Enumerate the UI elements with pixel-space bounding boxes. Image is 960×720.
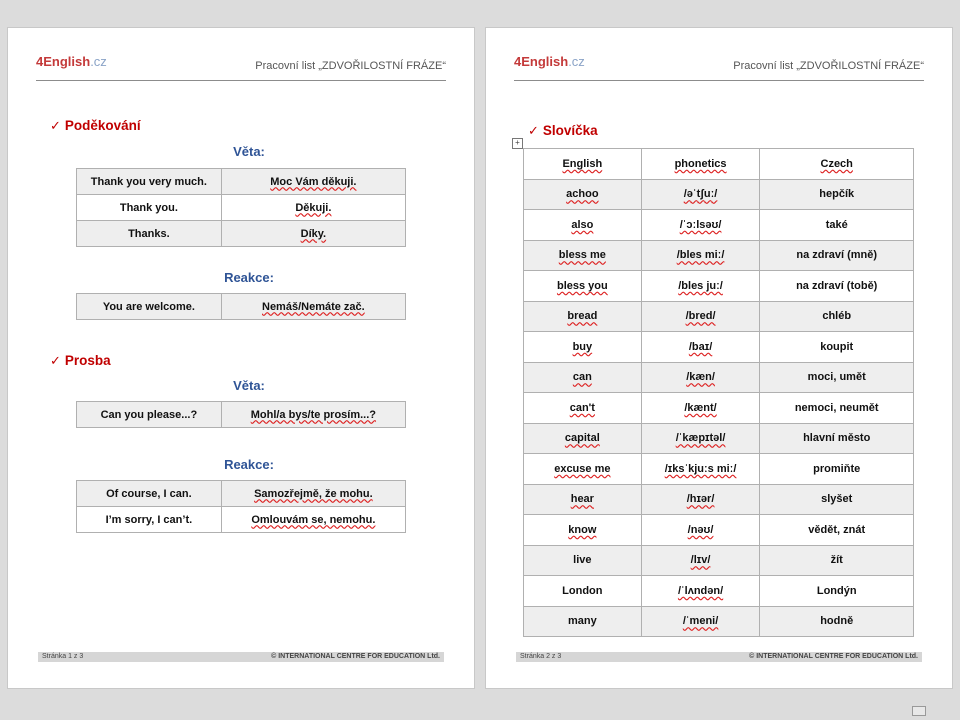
cell-text: /bles miː/ (676, 249, 725, 262)
czech-cell (221, 481, 405, 507)
czech-translation-cell (760, 332, 914, 363)
cell-text: can't (569, 401, 595, 414)
cell-text: many (567, 615, 597, 628)
cell-text: can (572, 371, 592, 384)
table-row (524, 210, 914, 241)
header-text: phonetics (674, 157, 727, 170)
column-header (524, 149, 642, 180)
table-row (77, 481, 406, 507)
phonetics-cell (641, 454, 760, 485)
english-word-cell (524, 362, 642, 393)
cell-text: slyšet (821, 493, 853, 506)
table-row (77, 507, 406, 533)
table-row (524, 606, 914, 637)
table-row (524, 545, 914, 576)
phonetics-cell (641, 362, 760, 393)
cell-text: hodně (820, 615, 854, 628)
cell-text: /lɪv/ (690, 554, 711, 567)
section-title-slovicka: ✓ Slovíčka (528, 123, 598, 138)
cell-text: /nəʊ/ (687, 523, 714, 536)
cell-text: bless you (556, 279, 608, 292)
page-header (514, 50, 924, 81)
veta-label: Věta: (233, 378, 265, 393)
english-word-cell (524, 393, 642, 424)
table-row (524, 271, 914, 302)
cell-text: /ɪksˈkjuːs miː/ (664, 462, 737, 475)
document-page-2 (486, 28, 952, 688)
phonetics-cell (641, 210, 760, 241)
section-title-prosba: ✓ Prosba (50, 353, 111, 368)
cell-text: /ˈkæpɪtəl/ (675, 432, 726, 445)
czech-translation-cell (760, 240, 914, 271)
table-row (77, 169, 406, 195)
page-number: Stránka 2 z 3 (520, 653, 562, 660)
cell-text: hear (570, 493, 594, 506)
cell-text: /baɪ/ (688, 340, 713, 353)
phonetics-cell (641, 423, 760, 454)
english-word-cell (524, 515, 642, 546)
cell-text: Omlouvám se, nemohu. (251, 513, 376, 526)
cell-text: koupit (820, 340, 854, 353)
checkmark-icon: ✓ (528, 123, 539, 138)
table-row (77, 294, 406, 320)
english-cell (77, 169, 222, 195)
cell-text: také (825, 218, 848, 231)
phonetics-cell (641, 484, 760, 515)
view-mode-icon[interactable] (912, 706, 926, 716)
column-header (760, 149, 914, 180)
page-number: Stránka 1 z 3 (42, 653, 84, 660)
thanks-response-table (76, 293, 406, 320)
czech-translation-cell (760, 423, 914, 454)
cell-text: /kæn/ (686, 371, 715, 384)
table-row (77, 195, 406, 221)
english-word-cell (524, 423, 642, 454)
table-row (524, 393, 914, 424)
cell-text: know (568, 523, 597, 536)
czech-translation-cell (760, 210, 914, 241)
cell-text: /kænt/ (684, 401, 717, 414)
phonetics-cell (641, 240, 760, 271)
logo: 4English.cz (514, 54, 585, 69)
english-word-cell (524, 606, 642, 637)
cell-text: excuse me (554, 462, 611, 475)
czech-cell (221, 507, 405, 533)
czech-translation-cell (760, 271, 914, 302)
table-row (524, 576, 914, 607)
czech-translation-cell (760, 179, 914, 210)
table-move-handle-icon[interactable]: + (512, 138, 523, 149)
cell-text: Díky. (300, 227, 327, 240)
english-word-cell (524, 210, 642, 241)
table-row (524, 423, 914, 454)
english-word-cell (524, 301, 642, 332)
cell-text: hlavní město (803, 432, 871, 445)
page-footer (516, 652, 922, 662)
table-row (524, 515, 914, 546)
logo: 4English.cz (36, 54, 107, 69)
cell-text: moci, umět (807, 371, 866, 384)
table-row (524, 240, 914, 271)
english-word-cell (524, 484, 642, 515)
cell-text: na zdraví (mně) (796, 249, 878, 262)
phonetics-cell (641, 606, 760, 637)
phonetics-cell (641, 515, 760, 546)
cell-text: I’m sorry, I can’t. (105, 513, 193, 526)
czech-cell (221, 402, 405, 428)
copyright: © INTERNATIONAL CENTRE FOR EDUCATION Ltd. (271, 653, 440, 660)
english-cell (77, 507, 222, 533)
veta-label: Věta: (233, 144, 265, 159)
cell-text: na zdraví (tobě) (796, 279, 878, 292)
table-row (77, 221, 406, 247)
english-cell (77, 294, 222, 320)
section-title-podekovani: ✓ Poděkování (50, 118, 141, 133)
czech-translation-cell (760, 301, 914, 332)
cell-text: capital (564, 432, 600, 445)
cell-text: achoo (566, 188, 599, 201)
page-footer (38, 652, 444, 662)
cell-text: promiňte (813, 462, 861, 475)
copyright: © INTERNATIONAL CENTRE FOR EDUCATION Ltd. (749, 653, 918, 660)
table-row (77, 402, 406, 428)
czech-translation-cell (760, 362, 914, 393)
phonetics-cell (641, 271, 760, 302)
czech-cell (221, 294, 405, 320)
cell-text: nemoci, neumět (794, 401, 879, 414)
czech-translation-cell (760, 576, 914, 607)
phonetics-cell (641, 576, 760, 607)
reakce-label: Reakce: (224, 457, 274, 472)
english-word-cell (524, 576, 642, 607)
request-response-table (76, 480, 406, 533)
english-cell (77, 402, 222, 428)
cell-text: /ˈlʌndən/ (677, 584, 724, 597)
cell-text: /ˈɔːlsəʊ/ (679, 218, 722, 231)
checkmark-icon: ✓ (50, 118, 61, 133)
cell-text: Mohl/a bys/te prosím...? (250, 408, 377, 421)
phonetics-cell (641, 545, 760, 576)
worksheet-title: Pracovní list „ZDVOŘILOSTNÍ FRÁZE“ (733, 60, 924, 72)
english-word-cell (524, 179, 642, 210)
cell-text: /hɪər/ (686, 493, 715, 506)
cell-text: hepčík (819, 188, 855, 201)
column-header (641, 149, 760, 180)
thanks-sentence-table (76, 168, 406, 247)
header-text: Czech (820, 157, 853, 170)
checkmark-icon: ✓ (50, 353, 61, 368)
phonetics-cell (641, 301, 760, 332)
cell-text: buy (572, 340, 593, 353)
cell-text: Nemáš/Nemáte zač. (262, 300, 365, 313)
czech-cell (221, 169, 405, 195)
english-word-cell (524, 545, 642, 576)
phonetics-cell (641, 179, 760, 210)
cell-text: Thank you very much. (90, 175, 207, 188)
cell-text: /bred/ (685, 310, 716, 323)
reakce-label: Reakce: (224, 270, 274, 285)
cell-text: /ˈmeni/ (682, 615, 719, 628)
table-header-row (524, 149, 914, 180)
cell-text: Samozřejmě, že mohu. (254, 487, 373, 500)
english-cell (77, 221, 222, 247)
english-word-cell (524, 454, 642, 485)
czech-translation-cell (760, 515, 914, 546)
cell-text: žít (830, 554, 843, 567)
document-page-1 (8, 28, 474, 688)
czech-cell (221, 195, 405, 221)
czech-cell (221, 221, 405, 247)
english-word-cell (524, 332, 642, 363)
czech-translation-cell (760, 484, 914, 515)
english-word-cell (524, 240, 642, 271)
cell-text: /bles juː/ (678, 279, 723, 292)
cell-text: /əˈtʃuː/ (683, 188, 718, 201)
czech-translation-cell (760, 454, 914, 485)
english-cell (77, 481, 222, 507)
cell-text: chléb (822, 310, 852, 323)
cell-text: Of course, I can. (106, 487, 192, 500)
cell-text: vědět, znát (808, 523, 866, 536)
cell-text: Londýn (816, 584, 857, 597)
table-row (524, 332, 914, 363)
cell-text: You are welcome. (102, 300, 195, 313)
cell-text: Moc Vám děkuji. (270, 175, 357, 188)
phonetics-cell (641, 393, 760, 424)
czech-translation-cell (760, 393, 914, 424)
table-row (524, 179, 914, 210)
page-header (36, 50, 446, 81)
english-word-cell (524, 271, 642, 302)
cell-text: Thank you. (119, 201, 178, 214)
cell-text: London (562, 584, 603, 597)
cell-text: Can you please...? (100, 408, 198, 421)
vocabulary-table (523, 148, 914, 637)
table-row (524, 362, 914, 393)
czech-translation-cell (760, 545, 914, 576)
cell-text: also (571, 218, 594, 231)
english-cell (77, 195, 222, 221)
table-row (524, 301, 914, 332)
cell-text: live (573, 554, 592, 567)
table-row (524, 484, 914, 515)
header-text: English (562, 157, 603, 170)
table-row (524, 454, 914, 485)
worksheet-title: Pracovní list „ZDVOŘILOSTNÍ FRÁZE“ (255, 60, 446, 72)
cell-text: Thanks. (128, 227, 170, 240)
cell-text: bread (567, 310, 598, 323)
cell-text: bless me (558, 249, 606, 262)
cell-text: Děkuji. (295, 201, 332, 214)
phonetics-cell (641, 332, 760, 363)
request-sentence-table (76, 401, 406, 428)
czech-translation-cell (760, 606, 914, 637)
